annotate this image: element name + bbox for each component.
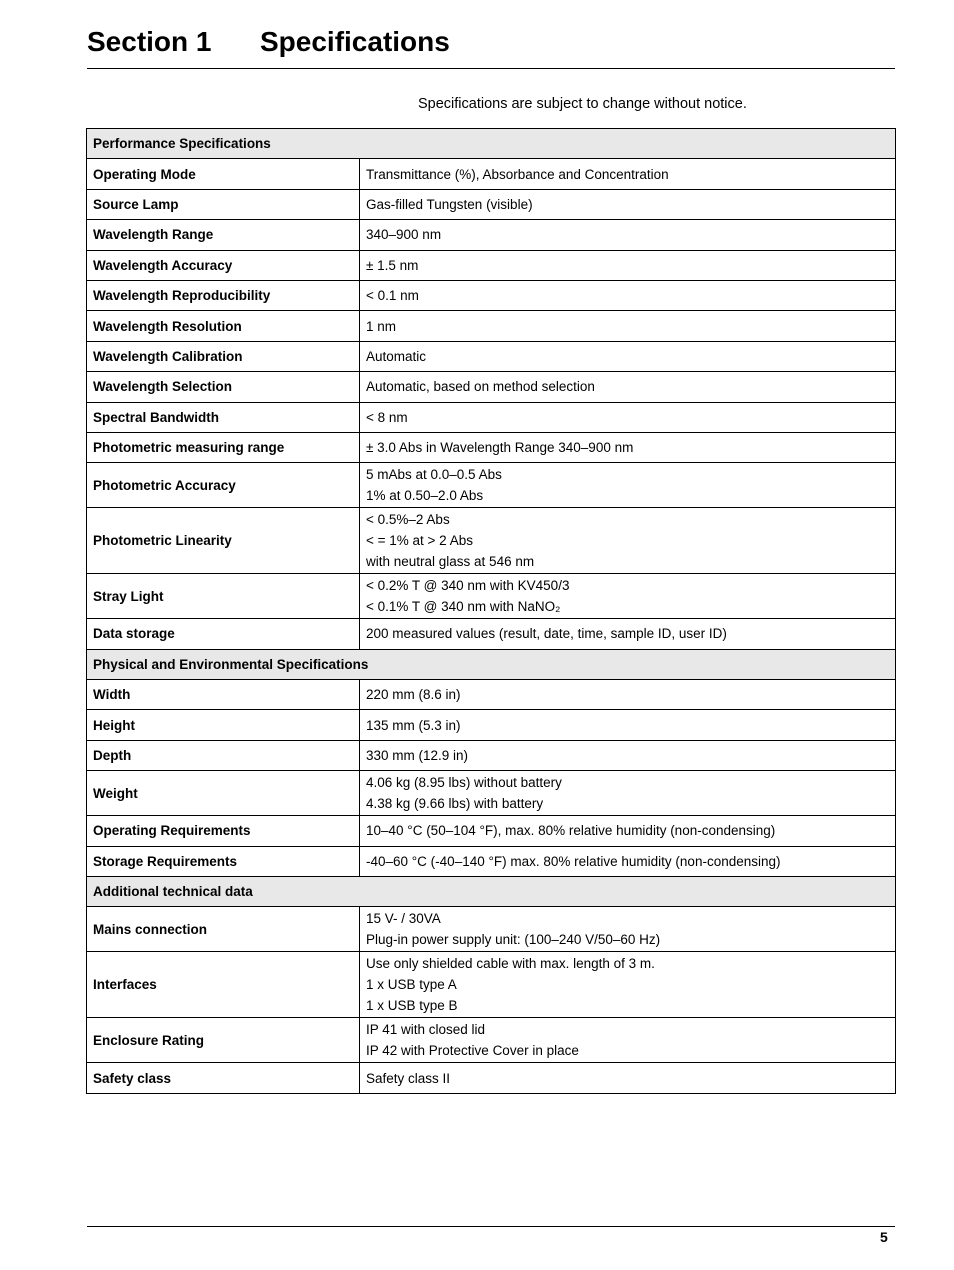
spec-value-line: 220 mm (8.6 in) [366, 687, 461, 703]
spec-label: Data storage [87, 619, 360, 649]
group-title: Additional technical data [87, 877, 896, 907]
spec-value-line: < = 1% at > 2 Abs [366, 533, 473, 549]
spec-value [360, 710, 896, 740]
spec-value-line: ± 3.0 Abs in Wavelength Range 340–900 nm [366, 440, 634, 456]
spec-value-line: < 0.5%–2 Abs [366, 512, 450, 528]
table-row [87, 680, 896, 710]
spec-label: Wavelength Accuracy [87, 250, 360, 280]
group-header-row [87, 649, 896, 679]
spec-label: Wavelength Resolution [87, 311, 360, 341]
spec-label: Interfaces [87, 952, 360, 1018]
table-row [87, 816, 896, 846]
spec-value-line: 330 mm (12.9 in) [366, 748, 469, 764]
spec-value-line: 1 x USB type B [366, 998, 458, 1014]
table-row [87, 771, 896, 816]
spec-label: Spectral Bandwidth [87, 402, 360, 432]
table-row [87, 574, 896, 619]
group-title: Physical and Environmental Specifications [87, 649, 896, 679]
spec-label: Depth [87, 740, 360, 770]
spec-value [360, 740, 896, 770]
spec-value [360, 846, 896, 876]
spec-value [360, 189, 896, 219]
spec-value-line: 15 V- / 30VA [366, 911, 441, 927]
section-number: Section 1 [87, 26, 212, 57]
spec-value-line: IP 41 with closed lid [366, 1022, 486, 1038]
spec-value-line: ± 1.5 nm [366, 257, 419, 273]
spec-value [360, 311, 896, 341]
table-row [87, 159, 896, 189]
spec-value-line: with neutral glass at 546 nm [366, 554, 535, 570]
table-row [87, 189, 896, 219]
spec-label: Height [87, 710, 360, 740]
spec-label: Wavelength Range [87, 220, 360, 250]
spec-value [360, 341, 896, 371]
spec-label: Safety class [87, 1063, 360, 1093]
spec-label: Source Lamp [87, 189, 360, 219]
table-row [87, 280, 896, 310]
spec-value-line: 1 nm [366, 318, 397, 334]
table-row [87, 250, 896, 280]
spec-label: Enclosure Rating [87, 1018, 360, 1063]
spec-value-line: Plug-in power supply unit: (100–240 V/50–60 Hz) [366, 932, 661, 948]
spec-label: Wavelength Selection [87, 372, 360, 402]
spec-value-line: 200 measured values (result, date, time, sample ID, user ID) [366, 626, 727, 642]
spec-value [360, 432, 896, 462]
table-row [87, 846, 896, 876]
change-notice: Specifications are subject to change without notice. [418, 96, 747, 112]
spec-value-line: Gas-filled Tungsten (visible) [366, 196, 533, 212]
spec-label: Storage Requirements [87, 846, 360, 876]
table-row [87, 619, 896, 649]
specifications-table-body [87, 129, 896, 1094]
table-row [87, 1018, 896, 1063]
spec-label: Photometric Accuracy [87, 463, 360, 508]
page-number: 5 [880, 1229, 888, 1245]
table-row [87, 432, 896, 462]
spec-value [360, 816, 896, 846]
table-row [87, 311, 896, 341]
spec-value-line: Automatic, based on method selection [366, 379, 595, 395]
spec-value [360, 372, 896, 402]
footer-rule [87, 1226, 895, 1227]
spec-value-line: < 0.2% T @ 340 nm with KV450/3 [366, 578, 570, 594]
section-header [87, 24, 895, 69]
spec-value-line: 340–900 nm [366, 227, 442, 243]
table-row [87, 463, 896, 508]
spec-label: Operating Requirements [87, 816, 360, 846]
table-row [87, 372, 896, 402]
spec-value [360, 250, 896, 280]
spec-value-line: IP 42 with Protective Cover in place [366, 1043, 579, 1059]
table-row [87, 740, 896, 770]
table-row [87, 508, 896, 574]
spec-value-line: 5 mAbs at 0.0–0.5 Abs [366, 467, 502, 483]
specifications-table [86, 128, 896, 1094]
spec-value [360, 463, 896, 508]
group-title: Performance Specifications [87, 129, 896, 159]
spec-value-line: < 8 nm [366, 409, 408, 425]
spec-label: Mains connection [87, 907, 360, 952]
spec-value-line: 4.38 kg (9.66 lbs) with battery [366, 796, 544, 812]
spec-value [360, 952, 896, 1018]
table-row [87, 402, 896, 432]
spec-value-line: Use only shielded cable with max. length of 3 m. [366, 956, 655, 972]
spec-value-line: Safety class II [366, 1070, 451, 1086]
spec-value [360, 680, 896, 710]
spec-label: Stray Light [87, 574, 360, 619]
group-header-row [87, 877, 896, 907]
table-row [87, 710, 896, 740]
spec-label: Photometric measuring range [87, 432, 360, 462]
spec-value [360, 159, 896, 189]
spec-value [360, 508, 896, 574]
table-row [87, 220, 896, 250]
spec-value [360, 907, 896, 952]
spec-value [360, 280, 896, 310]
spec-value-line: < 0.1% T @ 340 nm with NaNO₂ [366, 599, 561, 615]
spec-label: Photometric Linearity [87, 508, 360, 574]
table-row [87, 952, 896, 1018]
spec-value [360, 771, 896, 816]
page-title: Specifications [260, 26, 450, 57]
table-row [87, 1063, 896, 1093]
group-header-row [87, 129, 896, 159]
spec-label: Width [87, 680, 360, 710]
spec-value-line: Transmittance (%), Absorbance and Concentration [366, 166, 669, 182]
spec-value-line: 10–40 °C (50–104 °F), max. 80% relative humidity (non-condensing) [366, 823, 776, 839]
spec-value-line: 1% at 0.50–2.0 Abs [366, 488, 484, 504]
spec-value [360, 220, 896, 250]
spec-value-line: -40–60 °C (-40–140 °F) max. 80% relative humidity (non-condensing) [366, 853, 781, 869]
spec-value-line: < 0.1 nm [366, 288, 419, 304]
spec-label: Wavelength Calibration [87, 341, 360, 371]
spec-value [360, 619, 896, 649]
spec-value-line: 135 mm (5.3 in) [366, 717, 461, 733]
spec-value [360, 1063, 896, 1093]
spec-value-line: Automatic [366, 348, 427, 364]
table-row [87, 341, 896, 371]
spec-value [360, 1018, 896, 1063]
spec-value-line: 1 x USB type A [366, 977, 457, 993]
spec-label: Operating Mode [87, 159, 360, 189]
table-row [87, 907, 896, 952]
spec-value [360, 402, 896, 432]
spec-value [360, 574, 896, 619]
spec-label: Weight [87, 771, 360, 816]
spec-label: Wavelength Reproducibility [87, 280, 360, 310]
spec-value-line: 4.06 kg (8.95 lbs) without battery [366, 775, 562, 791]
